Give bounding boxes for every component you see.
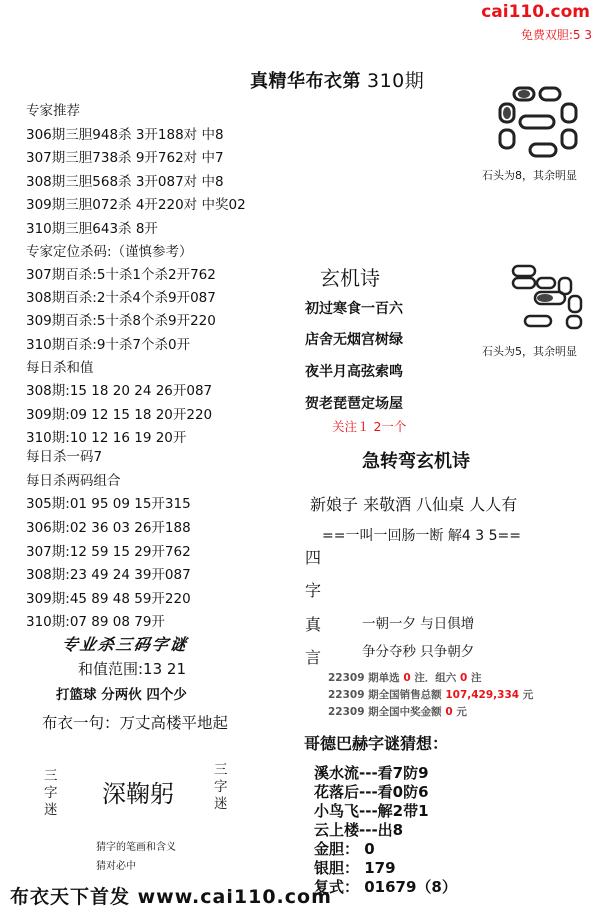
footer-banner: 布衣天下首发 www.cai110.com — [10, 886, 332, 908]
vertical-char: 四 — [305, 548, 322, 567]
list-item: 309期百杀:5十杀8个杀9开220 — [26, 313, 216, 329]
riddle-line: 花落后---看0防6 — [314, 783, 429, 801]
free-double-label: 免费双胆:5 3 — [520, 28, 592, 42]
center-word: 深鞠躬 — [102, 780, 174, 808]
sum-range: 和值范围:13 21 — [78, 660, 186, 678]
poem-line: 初过寒食一百六 — [305, 301, 403, 317]
vertical-char: 言 — [305, 648, 322, 667]
site-logo: cai110.com — [481, 2, 590, 22]
poem-line: 贺老琵琶定场屋 — [305, 396, 403, 412]
stat-value: 0 — [445, 706, 453, 718]
list-item: 306期:02 36 03 26开188 — [26, 520, 191, 536]
list-item: 307期百杀:5十杀1个杀2开762 — [26, 267, 216, 283]
side-char: 迷 — [44, 802, 58, 818]
vertical-char: 真 — [305, 615, 322, 634]
stat-label: 22309 期单选 — [328, 672, 400, 684]
page-title — [250, 66, 424, 93]
list-item: 310期:07 89 08 79开 — [26, 614, 165, 630]
basketball-riddle: 打篮球 分两伙 四个少 — [56, 687, 187, 703]
pro-heading: 专业杀三码字谜 — [60, 635, 190, 654]
list-item: 310期百杀:9十杀7个杀0开 — [26, 337, 191, 353]
title-text: 真精华布衣第 — [250, 71, 361, 92]
list-item: 306期三胆948杀 3开188对 中8 — [26, 127, 224, 143]
poem-line: 店舍无烟宫树绿 — [305, 332, 403, 348]
idiom-line: 一朝一夕 与日俱增 — [362, 616, 475, 632]
stone-caption: 石头为8，其余明显 — [482, 169, 577, 182]
riddle-line: 云上楼---出8 — [314, 821, 404, 839]
poem-title: 玄机诗 — [320, 266, 380, 290]
list-item: 每日杀两码组合 — [26, 473, 121, 489]
idiom-line: 争分夺秒 只争朝夕 — [362, 644, 475, 660]
chain-riddle: ==一叫一回肠一断 解4 3 5== — [322, 528, 521, 544]
side-char: 三 — [214, 762, 228, 778]
stat-unit: 注 — [470, 672, 482, 684]
riddle-line: 溪水流---看7防9 — [314, 764, 429, 782]
stat-value: 0 — [459, 672, 468, 684]
side-label-right — [214, 762, 228, 813]
stat-unit: 元 — [456, 706, 467, 718]
list-item: 309期:09 12 15 18 20开220 — [26, 407, 213, 423]
stat-value: 0 — [403, 672, 411, 684]
stat-unit: 元 — [522, 689, 534, 701]
bride-riddle: 新娘子 来敬酒 八仙桌 人人有 — [310, 495, 518, 514]
list-item: 每日杀和值 — [26, 360, 94, 376]
turn-poem-title: 急转弯玄机诗 — [362, 451, 470, 472]
list-item: 309期三胆072杀 4开220对 中奖02 — [26, 197, 246, 213]
list-item: 308期三胆568杀 3开087对 中8 — [26, 174, 224, 190]
side-char: 迷 — [214, 796, 228, 812]
list-item: 专家定位杀码:（谨慎参考） — [26, 244, 193, 260]
stone-caption: 石头为5，其余明显 — [482, 345, 577, 358]
stat-line — [328, 704, 467, 719]
side-char: 三 — [44, 768, 58, 784]
buyi-phrase: 布衣一句：万丈高楼平地起 — [42, 714, 229, 732]
list-item: 308期百杀:2十杀4个杀9开087 — [26, 290, 216, 306]
hint-line: 猜字的笔画和含义 — [96, 842, 176, 853]
list-item: 每日杀一码7 — [26, 449, 103, 465]
hint-line: 猜对必中 — [96, 861, 136, 872]
stat-line — [328, 670, 481, 685]
riddle-line: 复式： 01679（8） — [314, 878, 457, 896]
list-item: 310期:10 12 16 19 20开 — [26, 430, 187, 446]
list-item: 305期:01 95 09 15开315 — [26, 496, 191, 512]
follow-note: 关注１ 2一个 — [332, 419, 407, 434]
side-char: 字 — [214, 779, 228, 795]
stat-line — [328, 687, 533, 702]
list-item: 308期:15 18 20 24 26开087 — [26, 383, 213, 399]
side-label-left — [44, 768, 58, 819]
riddle-line: 银胆： 179 — [314, 859, 396, 877]
list-item: 专家推荐 — [26, 103, 80, 119]
list-item: 307期:12 59 15 29开762 — [26, 544, 191, 560]
side-char: 字 — [44, 785, 58, 801]
list-item: 310期三胆643杀 8开 — [26, 221, 158, 237]
riddle-heading: 哥德巴赫字谜猜想： — [304, 734, 449, 753]
stat-value: 107,429,334 — [445, 689, 520, 701]
riddle-line: 金胆： 0 — [314, 840, 375, 858]
title-issue: 310期 — [367, 70, 425, 92]
vertical-char: 字 — [305, 581, 322, 600]
stone-puzzle-5-image — [505, 262, 590, 332]
stone-puzzle-8-image — [490, 82, 590, 162]
stat-unit: 注．组六 — [414, 672, 457, 684]
poem-line: 夜半月高弦索鸣 — [305, 364, 403, 380]
list-item: 307期三胆738杀 9开762对 中7 — [26, 150, 224, 166]
list-item: 308期:23 49 24 39开087 — [26, 567, 191, 583]
riddle-line: 小鸟飞---解2带1 — [314, 802, 429, 820]
stat-label: 22309 期全国中奖金额 — [328, 706, 442, 718]
stat-label: 22309 期全国销售总额 — [328, 689, 442, 701]
list-item: 309期:45 89 48 59开220 — [26, 591, 191, 607]
